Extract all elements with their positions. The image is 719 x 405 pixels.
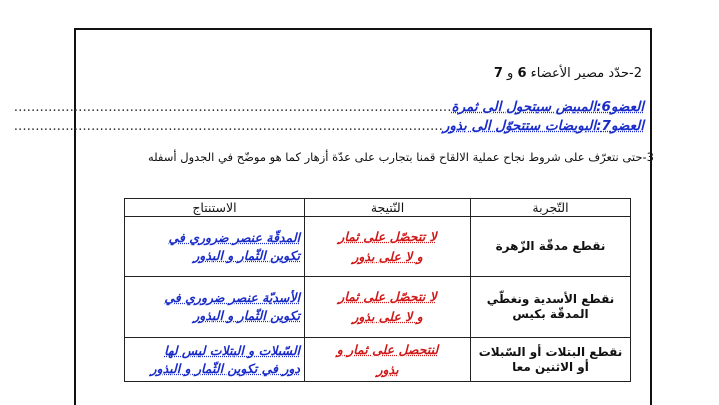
table-row	[125, 277, 631, 338]
conclusion-line: تكوين الثّمار و البذور	[193, 308, 300, 323]
experiment-cell: نقطع الأسدية ونغطّي المدقّة بكيس	[471, 277, 631, 338]
organ-number-a: 6	[517, 66, 527, 81]
result-cell	[305, 277, 471, 338]
result-line: و لا على بذور	[352, 309, 423, 324]
answer-dots: ......................................................................................................	[13, 99, 452, 115]
result-line: لا نتحصّل على ثمار	[338, 289, 437, 304]
answer-line-organ-7	[13, 117, 644, 135]
header-result: النّتيجة	[305, 199, 471, 217]
result-line: لا تتحصّل على ثمار	[338, 228, 437, 244]
conclusion-line: السّبلات و البتلات ليس لها	[164, 342, 300, 358]
header-experiment: التّجربة	[471, 199, 631, 217]
header-conclusion: الاستنتاج	[125, 199, 305, 217]
question-3: 3-حتى نتعرّف على شروط نجاح عملية الالقاح قمنا بتجارب على عدّة أزهار كما هو موضّح في الجدول أسفله	[147, 150, 654, 164]
conclusion-line: المدقّة عنصر ضروري في	[168, 229, 300, 245]
answer-text: العضو6:المبيض سيتحول الى ثمرة	[451, 99, 644, 115]
question-2-text: 2-حدّد مصير الأعضاء	[530, 66, 642, 81]
conclusion-cell	[125, 217, 305, 277]
answer-dots: ....................................................................................................	[13, 118, 443, 134]
experiments-table	[124, 198, 631, 382]
experiment-cell: نقطع البتلات أو السّبلات أو الاثنين معا	[471, 338, 631, 382]
question-2	[430, 66, 642, 82]
result-line: لنتحصل على ثمار و	[336, 341, 439, 357]
conclusion-cell	[125, 277, 305, 338]
answer-line-organ-6	[13, 98, 644, 116]
experiment-cell: نقطع مدقّة الزّهرة	[471, 217, 631, 277]
conclusion-line: تكوين الثّمار و البذور	[193, 247, 300, 263]
conclusion-line: الأسديّة عنصر ضروري في	[164, 290, 300, 305]
answer-text: العضو7:البويضات ستتحوّل الى بذور	[442, 118, 644, 134]
table-row	[125, 217, 631, 277]
result-line: و لا على بذور	[352, 248, 423, 264]
organ-number-b: 7	[493, 66, 503, 81]
conjunction: و	[507, 66, 514, 81]
conclusion-line: دور في تكوين الثّمار و البذور	[150, 360, 300, 376]
result-cell	[305, 217, 471, 277]
table-row	[125, 338, 631, 382]
table-header-row	[125, 199, 631, 217]
result-line: بذور	[376, 361, 399, 377]
result-cell	[305, 338, 471, 382]
conclusion-cell	[125, 338, 305, 382]
